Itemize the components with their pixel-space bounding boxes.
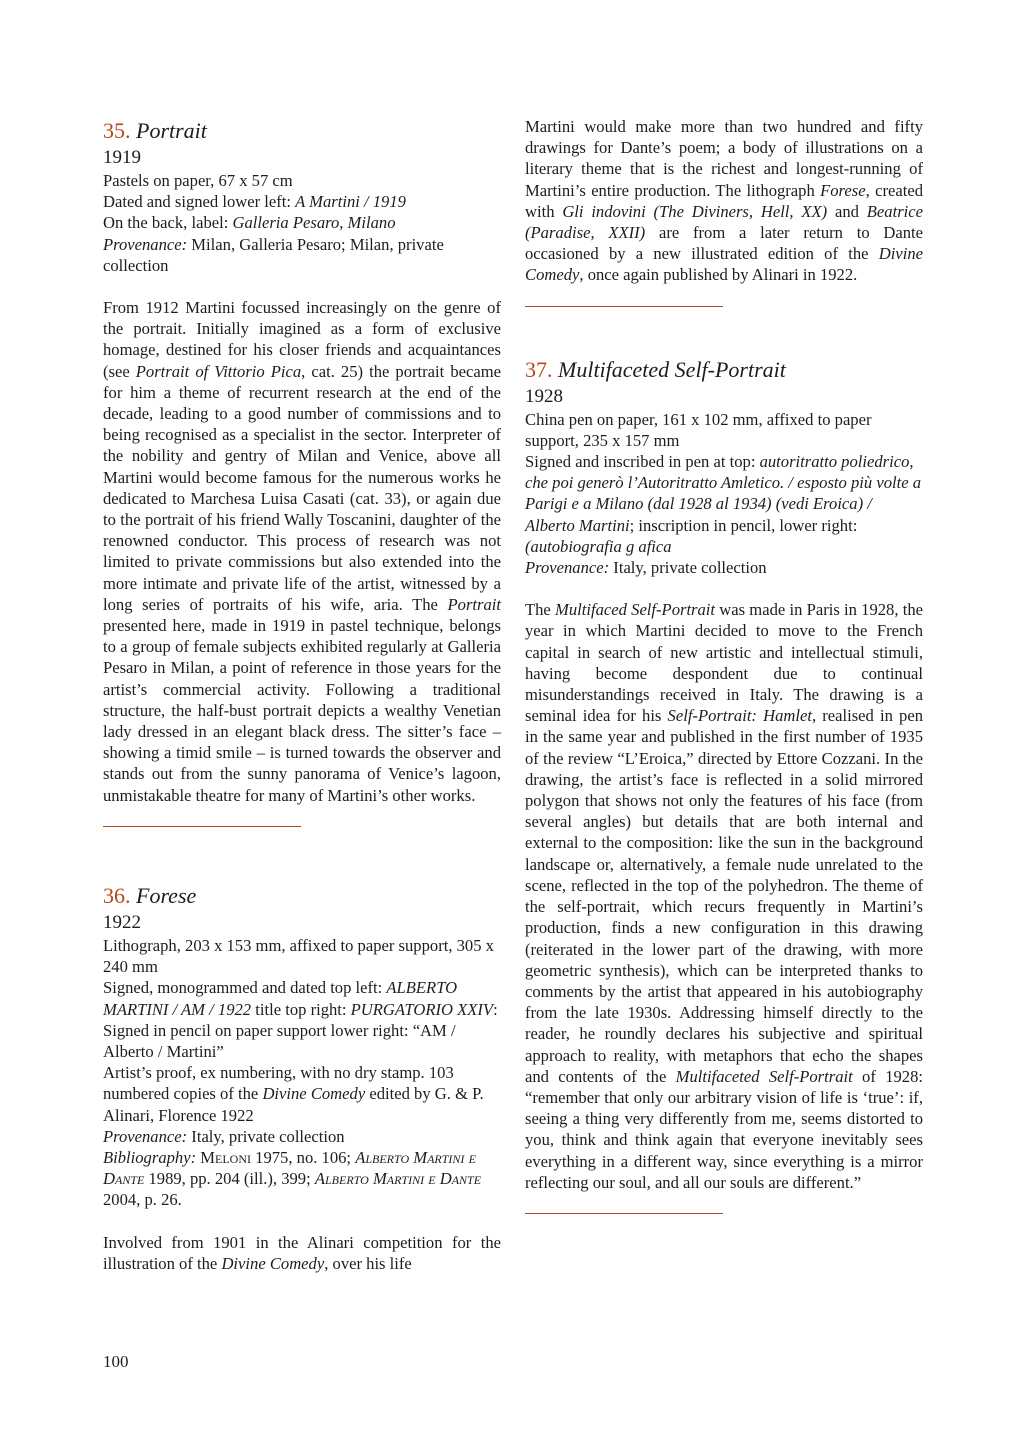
body-italic: Divine Comedy	[525, 244, 923, 285]
bibliography-text: 1975, no. 106;	[251, 1147, 356, 1167]
entry-heading	[525, 355, 923, 385]
body-italic: Beatrice (Paradise, XXII)	[525, 201, 923, 243]
proof-italic: Divine Comedy	[262, 1084, 366, 1104]
body-text: of 1928: “remember that only our arbitrary vision of life is ‘true’: if, seeing a thing very differently from me, seems distorted to you, think and think again that everyone inevitably sees everything in a different way, since everything is a mirror reflecting our soul, and all our souls are different.”	[525, 1066, 923, 1192]
entry-medium: Lithograph, 203 x 153 mm, affixed to paper support, 305 x 240 mm	[103, 935, 494, 977]
body-italic: Gli indovini (The Diviners, Hell, XX)	[562, 201, 828, 221]
bibliography-text: 1989, pp. 204 (ill.), 399;	[144, 1169, 315, 1189]
bibliography-text: 2004, p. 26.	[103, 1190, 182, 1210]
entry-signed	[525, 451, 923, 557]
bibliography-label: Bibliography:	[103, 1147, 197, 1167]
signed-text: : Signed in pencil on paper support lower right: “AM / Alberto / Martini”	[103, 999, 498, 1061]
entry-title: Forese	[136, 882, 197, 908]
body-text: presented here, made in 1919 in pastel technique, belongs to a group of female subjects exhibited regularly at Galleria Pesaro in Milan, a point of reference in those years for the artist’s commercial activity. Following a traditional structure, the half-bust portrait depicts a wealthy Venetian lady dressed in an elegant black dress. The sitter’s face – showing a timid smile – is turned towards the observer and stands out from the sunny panorama of Venice’s lagoon, unmistakable theatre for many of Martini’s other works.	[103, 616, 501, 805]
entry-year: 1919	[103, 147, 141, 168]
provenance-value: Italy, private collection	[609, 558, 767, 578]
provenance-label: Provenance:	[103, 234, 188, 254]
entry-metadata	[103, 170, 501, 276]
entry-body	[103, 297, 501, 806]
provenance-value: Milan, Galleria Pesaro; Milan, private collection	[103, 234, 444, 275]
body-text: Involved from 1901 in the Alinari competition for the illustration of the	[103, 1232, 501, 1273]
signed-text: ; inscription in pencil, lower right:	[629, 515, 858, 535]
provenance-value: Italy, private collection	[187, 1126, 345, 1146]
body-text: and	[827, 201, 867, 221]
body-text: , realised in pen in the same year and published in the first number of 1935 of the review “L’Eroica,” directed by Ettore Cozzani. In the drawing, the artist’s face is reflected in a solid mirrored polygon that shows not only the features of his face (from several angles) but details that are both internal and external to the composition: like the sun in the background landscape or, alternatively, a female nude unrelated to the scene, reflected in the top of the polyhedron. The theme of the self-portrait, which recurs frequently in Martini’s production, finds a new configuration in this drawing (reiterated in the lower part of the drawing, with more geometric synthesis), which can be interpreted thanks to comments by the artist that appeared in his autobiography from the late 1930s. Addressing himself directly to the reader, he roundly declares his subjective and spiritual approach to reality, with metaphors that echo the shapes and contents of the	[525, 706, 923, 1086]
entry-bibliography	[103, 1147, 501, 1211]
entry-metadata	[525, 409, 923, 579]
body-paragraph	[525, 116, 923, 286]
body-text: , cat. 25) the portrait became for him a theme of recurrent research at the end of the decade, leading to a good number of commissions and to being recognised as a specialist in the sector. Interpreter of the nobility and gentry of Milan and Venice, above all Martini would become famous for the numerous works he dedicated to Marchesa Luisa Casati (cat. 33), or again due to the portrait of his friend Wally Toscanini, daughter of the renowned conductor. This process of research was not limited to private commissions but also extended into the more intimate and private life of the artist, witnessed by a long series of portraits of his wife, aria. The	[103, 361, 501, 614]
entry-provenance	[103, 1126, 501, 1147]
body-text: , once again published by Alinari in 1922.	[579, 265, 858, 285]
entry-heading	[103, 116, 501, 146]
provenance-label: Provenance:	[525, 558, 610, 578]
entry-body	[103, 1232, 501, 1274]
signed-text: Signed and inscribed in pen at top:	[525, 452, 760, 472]
proof-text: Artist’s proof, ex numbering, with no dry stamp. 103 numbered copies of the	[103, 1063, 454, 1104]
body-paragraph	[103, 1232, 501, 1274]
entry-medium: China pen on paper, 161 x 102 mm, affixed to paper support, 235 x 157 mm	[525, 409, 872, 450]
catalogue-entry-36	[103, 881, 501, 1274]
body-paragraph	[103, 297, 501, 806]
back-value: Galleria Pesaro, Milano	[232, 213, 396, 233]
left-column	[103, 116, 501, 1274]
body-text: Martini would make more than two hundred and fifty drawings for Dante’s poem; a body of illustrations on a literary theme that is the richest and longest-running of Martini’s entire production. The lithograph	[525, 117, 923, 200]
body-text: are from a later return to Dante occasioned by a new illustrated edition of the	[525, 223, 923, 264]
body-italic: Multifaceted Self-Portrait	[675, 1066, 853, 1086]
entry-dated	[103, 191, 501, 212]
body-text: The	[525, 600, 556, 620]
proof-text: edited by G. & P. Alinari, Florence 1922	[103, 1084, 484, 1125]
entry-medium: Pastels on paper, 67 x 57 cm	[103, 171, 293, 190]
body-text: , over his life	[324, 1253, 412, 1273]
body-italic: Forese	[820, 180, 866, 200]
catalogue-entry-35	[103, 116, 501, 827]
body-paragraph	[525, 599, 923, 1193]
body-text: was made in Paris in 1928, the year in which Martini decided to move to the French capital in search of new artistic and intellectual stimuli, having become despondent due to continual misunderstandings received in Italy. The drawing is a seminal idea for his	[525, 600, 923, 726]
page-number: 100	[103, 1352, 129, 1371]
body-text: From 1912 Martini focussed increasingly on the genre of the portrait. Initially imagined as a form of exclusive homage, destined for his closer friends and acquaintances (see	[103, 298, 501, 381]
entry-provenance	[103, 234, 501, 276]
dated-prefix: Dated and signed lower left:	[103, 192, 296, 212]
entry-number: 36.	[103, 882, 131, 908]
entry-proof	[103, 1062, 501, 1126]
section-divider	[103, 826, 301, 827]
entry-signed	[103, 977, 501, 1062]
signed-text: Signed, monogrammed and dated top left:	[103, 978, 387, 998]
entry-provenance	[525, 557, 923, 578]
section-divider	[525, 306, 723, 307]
entry-heading	[103, 881, 501, 911]
body-italic: Portrait of Vittorio Pica	[135, 361, 302, 381]
signed-italic: autoritratto poliedrico, che poi generò l’Autoritratto Amletico. / esposto più volte a Parigi e a Milano (dal 1928 al 1934) (vedi Eroica) / Alberto Martini	[525, 452, 922, 535]
body-italic: Divine Comedy	[221, 1253, 325, 1273]
body-italic: Portrait	[447, 594, 501, 614]
signed-italic: PURGATORIO XXIV	[350, 999, 494, 1019]
entry-number: 35.	[103, 118, 131, 143]
back-prefix: On the back, label:	[103, 213, 233, 233]
provenance-label: Provenance:	[103, 1126, 188, 1146]
bibliography-author: Meloni	[196, 1147, 252, 1167]
entry-year: 1922	[103, 911, 141, 933]
entry-year: 1928	[525, 385, 563, 407]
entry-title: Multifaceted Self-Portrait	[558, 356, 786, 382]
entry-metadata	[103, 935, 501, 1211]
signed-text: title top right:	[251, 999, 351, 1019]
right-column	[525, 116, 923, 1214]
bibliography-title: Alberto Martini e Dante	[103, 1147, 476, 1189]
body-text: , created with	[525, 180, 923, 221]
continued-paragraph	[525, 116, 923, 286]
entry-number: 37.	[525, 356, 553, 382]
signed-italic: ALBERTO MARTINI / AM / 1922	[103, 978, 458, 1019]
body-italic: Self-Portrait: Hamlet	[667, 706, 812, 726]
body-italic: Multifaced Self-Portrait	[555, 600, 716, 620]
dated-value: A Martini / 1919	[295, 192, 406, 212]
entry-body	[525, 599, 923, 1193]
bibliography-title: Alberto Martini e Dante	[314, 1169, 482, 1189]
section-divider	[525, 1213, 723, 1214]
catalogue-entry-37	[525, 355, 923, 1214]
entry-title: Portrait	[136, 118, 207, 143]
entry-back-label	[103, 212, 501, 233]
signed-italic: (autobiografia g afica	[525, 536, 672, 556]
